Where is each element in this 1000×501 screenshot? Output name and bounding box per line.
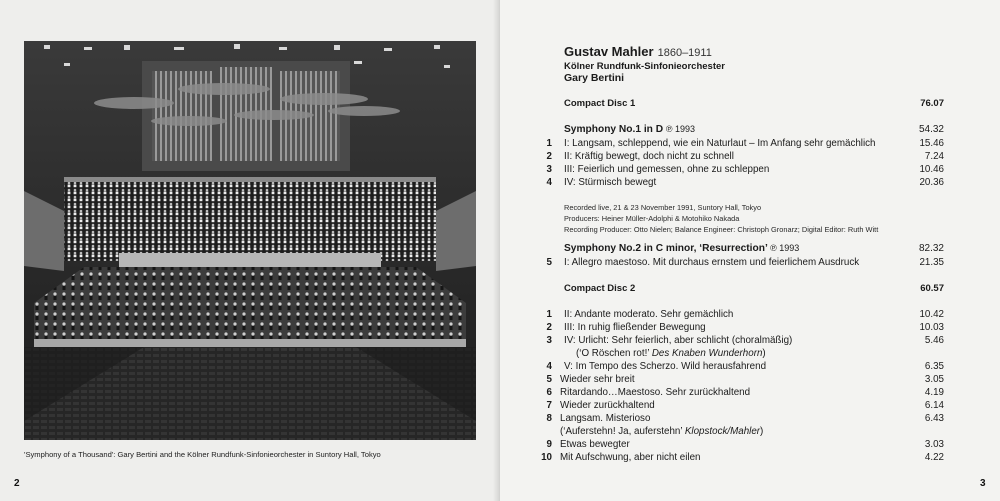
track-time: 6.14 bbox=[924, 400, 944, 411]
track-row bbox=[536, 138, 944, 152]
symphony-title: Symphony No.1 in D bbox=[564, 124, 664, 135]
track-number: 4 bbox=[546, 177, 552, 188]
recording-credits bbox=[564, 202, 878, 235]
phonogram-mark: ℗ 1993 bbox=[665, 124, 696, 134]
track-title: Wieder sehr breit bbox=[560, 374, 635, 385]
track-number: 1 bbox=[546, 138, 552, 149]
track-title: IV: Urlicht: Sehr feierlich, aber schlicht (choralmäßig) bbox=[564, 335, 793, 346]
page-number-right: 3 bbox=[980, 478, 986, 489]
track-row bbox=[536, 151, 944, 165]
track-title: Ritardando…Maestoso. Sehr zurückhaltend bbox=[560, 387, 751, 398]
photo-caption: 'Symphony of a Thousand': Gary Bertini and the Kölner Rundfunk-Sinfonieorchester in Suntory Hall, Tokyo bbox=[24, 450, 381, 459]
disc-2-header bbox=[536, 283, 944, 297]
track-row bbox=[536, 177, 944, 191]
track-title: Mit Aufschwung, aber nicht eilen bbox=[560, 452, 701, 463]
text-span: ) bbox=[762, 348, 766, 359]
composer-name: Gustav Mahler bbox=[564, 44, 654, 59]
track-number: 6 bbox=[546, 387, 552, 398]
track-number: 7 bbox=[546, 400, 552, 411]
track-title: III: In ruhig fließender Bewegung bbox=[564, 322, 706, 333]
disc-1-header bbox=[536, 98, 944, 112]
track-number: 3 bbox=[546, 335, 552, 346]
composer-years: 1860–1911 bbox=[657, 47, 712, 59]
source-title: Klopstock/Mahler bbox=[684, 426, 761, 437]
track-row bbox=[536, 164, 944, 178]
symphony-2-heading bbox=[536, 243, 944, 257]
composer-heading bbox=[564, 44, 712, 59]
track-title: II: Andante moderato. Sehr gemächlich bbox=[564, 309, 734, 320]
track-title: Langsam. Misterioso bbox=[560, 413, 651, 424]
symphony-1-heading bbox=[536, 124, 944, 138]
track-row bbox=[536, 452, 944, 466]
track-row bbox=[536, 309, 944, 323]
track-time: 6.35 bbox=[924, 361, 944, 372]
page-number-left: 2 bbox=[14, 478, 20, 489]
track-8-continuation bbox=[560, 426, 763, 437]
symphony-duration: 54.32 bbox=[918, 124, 944, 135]
track-title: III: Feierlich und gemessen, ohne zu schleppen bbox=[564, 164, 770, 175]
track-number: 5 bbox=[546, 374, 552, 385]
track-title: Etwas bewegter bbox=[560, 439, 630, 450]
credit-line: Recorded live, 21 & 23 November 1991, Suntory Hall, Tokyo bbox=[564, 203, 762, 212]
track-row bbox=[536, 400, 944, 414]
track-number: 3 bbox=[546, 164, 552, 175]
disc-duration: 76.07 bbox=[920, 98, 944, 109]
track-number: 1 bbox=[546, 309, 552, 320]
source-title: Des Knaben Wunderhorn bbox=[651, 348, 763, 359]
text-span: (‘Auferstehn! Ja, auferstehn’ bbox=[560, 426, 685, 437]
track-number: 2 bbox=[546, 322, 552, 333]
track-3-continuation bbox=[576, 348, 766, 359]
track-number: 5 bbox=[546, 257, 552, 268]
disc-label: Compact Disc 1 bbox=[564, 98, 636, 109]
symphony-title: Symphony No.2 in C minor, ‘Resurrection’ bbox=[564, 243, 768, 254]
track-time: 20.36 bbox=[919, 177, 944, 188]
symphony-duration: 82.32 bbox=[918, 243, 944, 254]
orchestra-name: Kölner Rundfunk-Sinfonieorchester bbox=[564, 61, 725, 72]
track-time: 10.42 bbox=[919, 309, 944, 320]
track-time: 3.05 bbox=[924, 374, 944, 385]
track-title: Wieder zurückhaltend bbox=[560, 400, 655, 411]
conductor-name: Gary Bertini bbox=[564, 72, 625, 84]
track-number: 10 bbox=[541, 452, 552, 463]
track-title: V: Im Tempo des Scherzo. Wild herausfahrend bbox=[564, 361, 767, 372]
track-title: IV: Stürmisch bewegt bbox=[564, 177, 657, 188]
track-time: 10.46 bbox=[919, 164, 944, 175]
credit-line: Producers: Heiner Müller-Adolphi & Motohiko Nakada bbox=[564, 214, 740, 223]
track-title: I: Langsam, schleppend, wie ein Naturlaut – Im Anfang sehr gemächlich bbox=[564, 138, 876, 149]
track-row bbox=[536, 387, 944, 401]
disc-label: Compact Disc 2 bbox=[564, 283, 636, 294]
track-title: II: Kräftig bewegt, doch nicht zu schnell bbox=[564, 151, 734, 162]
concert-hall-photo bbox=[24, 41, 476, 440]
track-time: 15.46 bbox=[919, 138, 944, 149]
track-row bbox=[536, 361, 944, 375]
right-page bbox=[500, 0, 1000, 501]
credit-line: Recording Producer: Otto Nielen; Balance Engineer: Christoph Gronarz; Digital Editor: Ruth Witt bbox=[564, 225, 879, 234]
text-span: ) bbox=[760, 426, 764, 437]
track-row bbox=[536, 374, 944, 388]
track-number: 2 bbox=[546, 151, 552, 162]
track-title: I: Allegro maestoso. Mit durchaus ernstem und feierlichem Ausdruck bbox=[564, 257, 860, 268]
track-number: 4 bbox=[546, 361, 552, 372]
track-time: 5.46 bbox=[924, 335, 944, 346]
disc-duration: 60.57 bbox=[920, 283, 944, 294]
track-time: 21.35 bbox=[919, 257, 944, 268]
track-number: 8 bbox=[546, 413, 552, 424]
track-time: 3.03 bbox=[924, 439, 944, 450]
track-row bbox=[536, 257, 944, 271]
track-row bbox=[536, 322, 944, 336]
track-time: 10.03 bbox=[919, 322, 944, 333]
phonogram-mark: ℗ 1993 bbox=[770, 243, 800, 253]
text-span: (‘O Röschen rot!’ bbox=[576, 348, 652, 359]
track-number: 9 bbox=[546, 439, 552, 450]
track-time: 7.24 bbox=[924, 151, 944, 162]
track-time: 6.43 bbox=[924, 413, 944, 424]
track-row bbox=[536, 413, 944, 427]
track-time: 4.19 bbox=[924, 387, 944, 398]
track-row bbox=[536, 335, 944, 349]
track-row bbox=[536, 439, 944, 453]
track-time: 4.22 bbox=[924, 452, 944, 463]
